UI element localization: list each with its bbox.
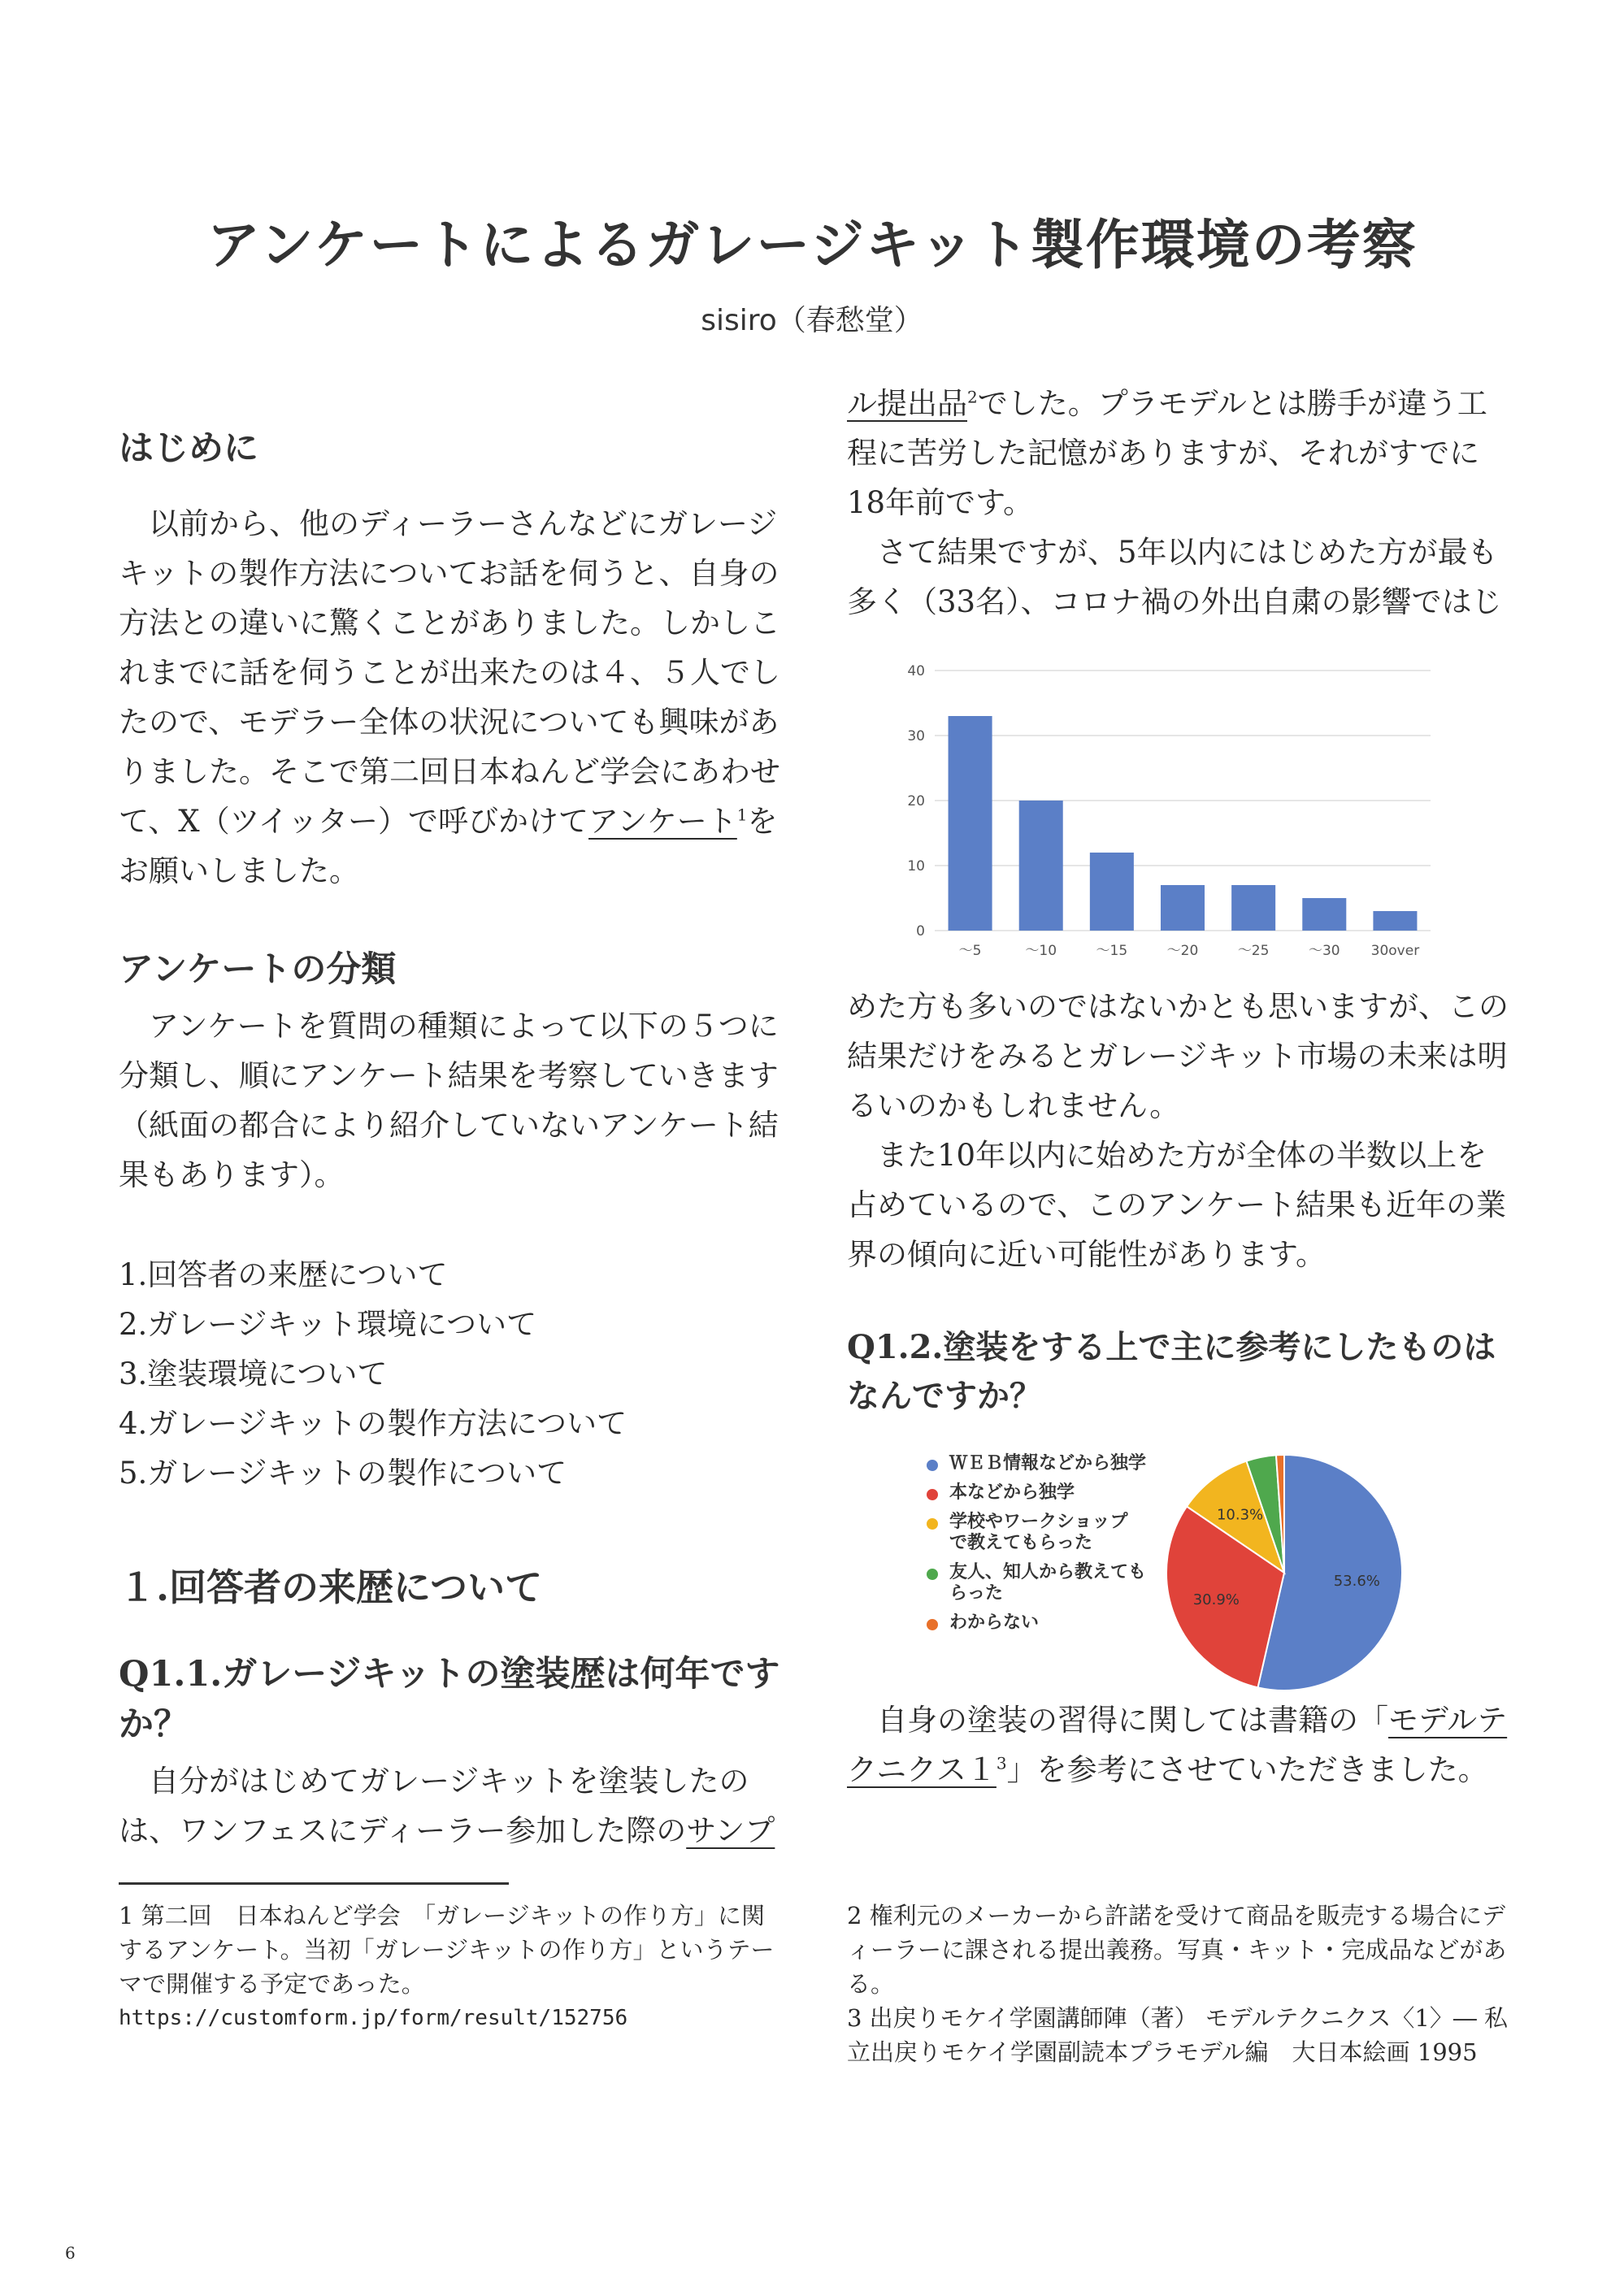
page-number: 6 — [65, 2243, 76, 2263]
x-tick-label: ～15 — [1096, 943, 1128, 959]
list-item: 2.ガレージキット環境について — [119, 1307, 537, 1342]
y-tick-label: 40 — [907, 663, 925, 679]
q1-2-paragraph: 自身の塗装の習得に関しては書籍の「モデルテクニクス$1^3$」を参考にさせていただきました。 — [847, 1703, 1508, 1787]
x-tick-label: ～30 — [1308, 943, 1340, 959]
legend-swatch — [927, 1489, 938, 1500]
footnote-2: 2 権利元のメーカーから許諾を受けて商品を販売する場合にディーラーに課される提出義務。写真・キット・完成品などがある。 — [847, 1902, 1507, 1998]
footnote-ref-2[interactable]: 2 — [967, 387, 978, 407]
after-chart-paragraph-1: めた方も多いのではないかとも思いますが、この結果だけをみるとガレージキット市場の未来は明るいのかもしれません。 — [847, 989, 1509, 1123]
bar-chart — [894, 654, 1447, 971]
bar — [1019, 801, 1063, 931]
pie-value-label: 10.3% — [1216, 1506, 1264, 1524]
category-list — [119, 1250, 785, 1498]
legend-label: わからない — [949, 1612, 1040, 1633]
x-tick-label: ～20 — [1166, 943, 1199, 959]
model-techniques-link[interactable]: モデルテクニクス１ — [847, 1703, 1508, 1787]
right-column-bottom — [847, 1695, 1513, 1795]
bar — [1090, 853, 1134, 931]
sample-submission-link[interactable]: ル提出品 — [847, 386, 967, 421]
footnote-3: 3 出戻りモケイ学園講師陣（著） モデルテクニクス〈1〉― 私立出戻りモケイ学園副読本プラモデル編 大日本絵画 1995 — [847, 2004, 1509, 2066]
y-tick-label: 10 — [907, 858, 925, 875]
result-paragraph: さて結果ですが、5年以内にはじめた方が最も多く（33名）、コロナ禍の外出自粛の影響ではじ — [847, 535, 1502, 619]
legend-item — [927, 1512, 1146, 1554]
intro-paragraph: 以前から、他のディーラーさんなどにガレージキットの製作方法についてお話を伺うと、自身の方法との違いに驚くことがありました。しかしこれまでに話を伺うことが出来たのは４、５人でしたので、モデラー全体の状況についても興味がありました。そこで第二回日本ねんど学会にあわせて、X（ツイッター）で呼びかけてアンケート$^1$をお願いしました。 — [119, 506, 780, 888]
y-tick-label: 0 — [916, 923, 925, 940]
y-tick-label: 30 — [907, 728, 925, 744]
left-column — [119, 416, 785, 1855]
heading-intro: はじめに — [119, 428, 258, 469]
x-tick-label: ～25 — [1237, 943, 1270, 959]
footnote-ref-1[interactable]: 1 — [736, 805, 748, 825]
x-tick-label: ～10 — [1025, 943, 1057, 959]
legend-item — [927, 1453, 1146, 1474]
sample-link[interactable]: サンプ — [686, 1813, 775, 1848]
x-tick-label: 30over — [1370, 943, 1420, 959]
legend-label: 本などから独学 — [949, 1482, 1075, 1503]
heading-q1-1: Q1.1.ガレージキットの塗装歴は何年ですか？ — [119, 1654, 780, 1745]
footnote-1-url[interactable]: https://customform.jp/form/result/152756 — [119, 2006, 628, 2030]
footnotes-left — [119, 1899, 785, 2035]
legend-item — [927, 1562, 1146, 1604]
pie-value-label: 53.6% — [1333, 1573, 1380, 1591]
classification-paragraph: アンケートを質問の種類によって以下の５つに分類し、順にアンケート結果を考察していきます（紙面の都合により紹介していないアンケート結果もあります）。 — [119, 1009, 779, 1192]
legend-swatch — [927, 1619, 938, 1630]
legend-swatch — [927, 1460, 938, 1471]
survey-link[interactable]: アンケート — [588, 804, 737, 839]
right-column-middle — [847, 982, 1513, 1421]
footnotes-right — [847, 1899, 1513, 2069]
list-item: 1.回答者の来歴について — [119, 1257, 448, 1292]
legend-label: 友人、知人から教えてもらった — [949, 1562, 1147, 1604]
list-item: 3.塗装環境について — [119, 1356, 388, 1391]
pie-legend — [927, 1453, 1146, 1642]
bar — [1373, 911, 1417, 931]
list-item: 4.ガレージキットの製作方法について — [119, 1406, 627, 1441]
pie-value-label: 30.9% — [1192, 1591, 1240, 1608]
bar — [1302, 898, 1346, 931]
y-tick-label: 20 — [907, 793, 925, 809]
heading-section-1: １.回答者の来歴について — [119, 1565, 543, 1609]
heading-classification: アンケートの分類 — [119, 949, 397, 990]
q1-1-paragraph: 自分がはじめてガレージキットを塗装したのは、ワンフェスにディーラー参加した際のサンプ — [119, 1764, 775, 1848]
bar — [949, 716, 992, 931]
after-chart-paragraph-2: また10年以内に始めた方が全体の半数以上を占めているので、このアンケート結果も近年の業界の傾向に近い可能性があります。 — [847, 1138, 1507, 1272]
legend-swatch — [927, 1569, 938, 1580]
footnote-ref-3[interactable]: 3 — [996, 1753, 1007, 1773]
page-title: アンケートによるガレージキット製作環境の考察 — [206, 213, 1418, 276]
legend-label: ＷＥＢ情報などから独学 — [949, 1453, 1147, 1474]
pie-chart — [1154, 1443, 1414, 1703]
legend-item — [927, 1482, 1146, 1504]
heading-q1-2: Q1.2.塗装をする上で主に参考にしたものはなんですか？ — [847, 1328, 1496, 1415]
bar — [1161, 885, 1205, 931]
bar — [1231, 885, 1275, 931]
legend-label: 学校やワークショップで教えてもらった — [949, 1512, 1128, 1553]
x-tick-label: ～5 — [958, 943, 982, 959]
author: sisiro（春愁堂） — [701, 304, 923, 337]
footnote-divider — [119, 1882, 509, 1885]
legend-swatch — [927, 1518, 938, 1530]
list-item: 5.ガレージキットの製作について — [119, 1456, 567, 1491]
right-column-top — [847, 379, 1513, 627]
legend-item — [927, 1612, 1146, 1634]
continued-paragraph: ル提出品$^2$でした。プラモデルとは勝手が違う工程に苦労した記憶がありますが、それがすでに18年前です。 — [847, 386, 1487, 520]
footnote-1: 1 第二回 日本ねんど学会 「ガレージキットの作り方」に関するアンケート。当初「ガレージキットの作り方」というテーマで開催する予定であった。 — [119, 1902, 775, 1998]
